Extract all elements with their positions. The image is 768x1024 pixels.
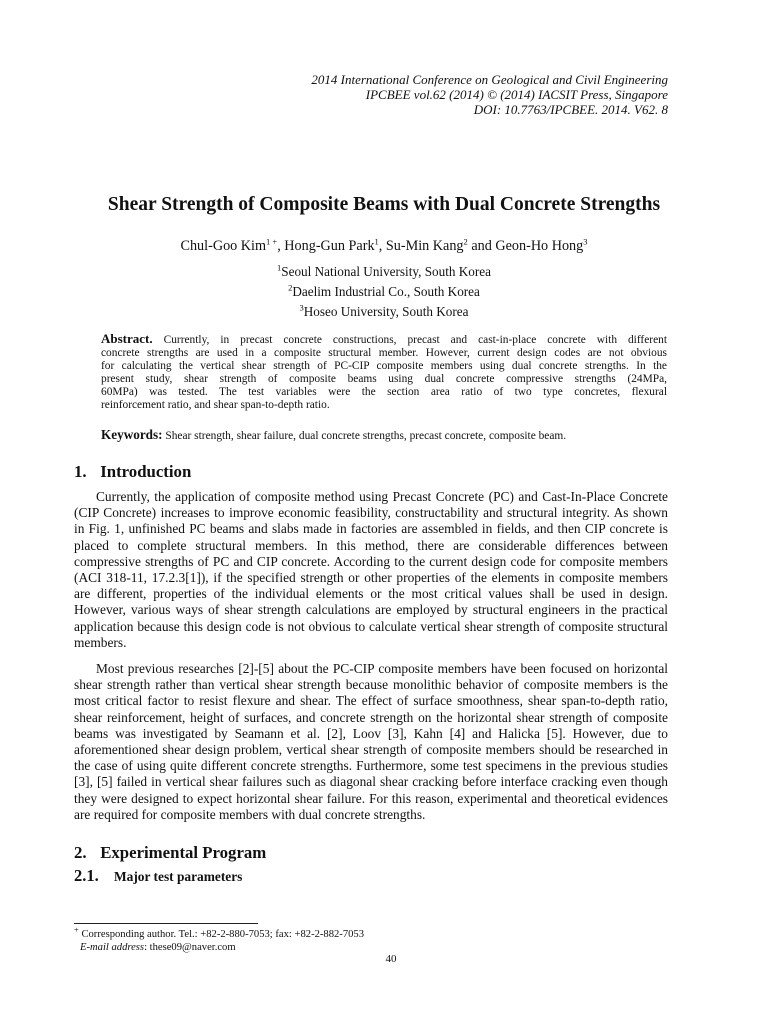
affiliation-3-text: Hoseo University, South Korea [303,304,469,319]
paragraph-line: compressive strengths of PC and CIP concrete. According to the current design code for composite members [74,553,668,569]
abstract [101,333,667,411]
section-2-heading [74,843,266,863]
header-conference: 2014 International Conference on Geological and Civil Engineering [311,72,668,87]
affiliation-list [0,262,768,322]
subsection-2-1-title: Major test parameters [114,869,243,884]
abstract-line [101,333,667,347]
author-3-sup: 2 [463,236,468,247]
keywords-label: Keywords: [101,427,163,442]
footnote [74,924,365,954]
author-4: and Geon-Ho Hong [467,238,584,254]
paragraph-line: in Fig. 1, unfinished PC beams and slabs made in factories are assembled in fields, and then CIP concrete is [74,521,668,537]
intro-paragraph-1 [74,489,668,651]
paragraph-line: the case of using quite different concrete strengths. Furthermore, some test specimens in the previous studies [74,758,668,774]
subsection-2-1-heading [74,866,242,886]
section-1-number: 1. [74,462,87,481]
paragraph-line: are different, properties of the individual elements or the most critical values shall be used in design. [74,586,668,602]
affiliation-2-sup: 2 [288,282,293,293]
footnote-marker: + [74,924,79,935]
subsection-2-1-number: 2.1. [74,866,99,885]
paragraph-line: However, various ways of shear strength calculations are employed by structural engineers in the practical [74,602,668,618]
author-1: Chul-Goo Kim [180,238,267,254]
running-header [311,72,668,117]
keywords [101,428,667,443]
author-4-sup: 3 [583,236,588,247]
paragraph-line: application because this design code is not obvious to calculate vertical shear strength of composite structural [74,618,668,634]
keywords-text: Shear strength, shear failure, dual concrete strengths, precast concrete, composite beam. [162,430,567,442]
paragraph-line: Most previous researches [2]-[5] about the PC-CIP composite members have been focused on horizontal [96,661,668,676]
paragraph-line: Currently, the application of composite method using Precast Concrete (PC) and Cast-In-Place Concrete [96,489,668,504]
paragraph-line: most critical factor to resist flexure and shear. The effect of surface smoothness, shear span-to-depth ratio, [74,693,668,709]
intro-paragraph-2 [74,661,668,823]
header-volume: IPCBEE vol.62 (2014) © (2014) IACSIT Press, Singapore [365,87,668,102]
abstract-line: 60MPa) was tested. The test variables were the section area ratio of two type concretes, flexural [101,385,667,398]
paragraph-line: shear reinforcement, height of surfaces, and concrete strength on the horizontal shear strength of composite [74,709,668,725]
author-2: , Hong-Gun Park [277,238,375,254]
affiliation-3-sup: 3 [299,302,304,313]
affiliation-1 [0,262,768,282]
affiliation-3 [0,302,768,322]
paragraph-line: (CIP Concrete) increases to improve economic feasibility, constructability and structural integrity. As shown [74,505,668,521]
paragraph-line: beams was investigated by Seamann et al. [2], Loov [3], Kahn [4] and Halicka [5]. However, due to [74,725,668,741]
footnote-contact-text: Corresponding author. Tel.: +82-2-880-7053; fax: +82-2-882-7053 [78,929,365,940]
author-3: , Su-Min Kang [378,238,464,254]
abstract-line: for calculating the vertical shear strength of PC-CIP composite members using dual concrete strengths. In the [101,359,667,372]
affiliation-2 [0,282,768,302]
author-1-sup: 1 + [266,236,278,247]
paragraph-line: they were designed to expect horizontal shear failure. For this reason, experimental and theoretical evidences [74,790,668,806]
section-1-heading [74,462,191,482]
affiliation-1-sup: 1 [277,262,282,273]
abstract-label: Abstract. [101,331,153,346]
paragraph-line: shear strength rather than vertical shear strength because monolithic behavior of composite members is the [74,677,668,693]
paragraph-line: are required for composite members with dual concrete strengths. [74,806,426,822]
section-1-title: Introduction [100,462,192,481]
paragraph-line: aforementioned shear design problem, vertical shear strength of composite members should be researched in [74,742,668,758]
section-2-number: 2. [74,843,87,862]
affiliation-2-text: Daelim Industrial Co., South Korea [292,284,480,299]
author-2-sup: 1 [374,236,379,247]
email-label: E-mail address [80,942,145,953]
abstract-line: reinforcement ratio, and shear span-to-depth ratio. [101,398,330,411]
page-number: 40 [385,953,397,965]
affiliation-1-text: Seoul National University, South Korea [281,264,491,279]
footnote-contact [74,924,365,941]
paper-title: Shear Strength of Composite Beams with Dual Concrete Strengths [107,194,661,215]
email-address: : these09@naver.com [144,942,236,953]
abstract-text: Currently, in precast concrete constructions, precast and cast-in-place concrete with different [152,334,667,346]
paragraph-line: members. [74,634,127,650]
abstract-line: concrete strengths are used in a composite structural member. However, current design codes are not obvious [101,346,667,359]
author-list [0,238,768,255]
section-2-title: Experimental Program [100,843,267,862]
paragraph-line: [3], [5] failed in vertical shear failures such as diagonal shear cracking before interface cracking even though [74,774,668,790]
paragraph-line: (ACI 318-11, 17.2.3[1]), if the specified strength or other properties of the elements in composite members [74,570,668,586]
paragraph-line: placed to complete structural members. In this method, there are considerable differences between [74,537,668,553]
header-doi: DOI: 10.7763/IPCBEE. 2014. V62. 8 [473,102,668,117]
abstract-line: present study, shear strength of composite beams using dual concrete compressive strengths (24MPa, [101,372,667,385]
footnote-rule [74,923,258,924]
